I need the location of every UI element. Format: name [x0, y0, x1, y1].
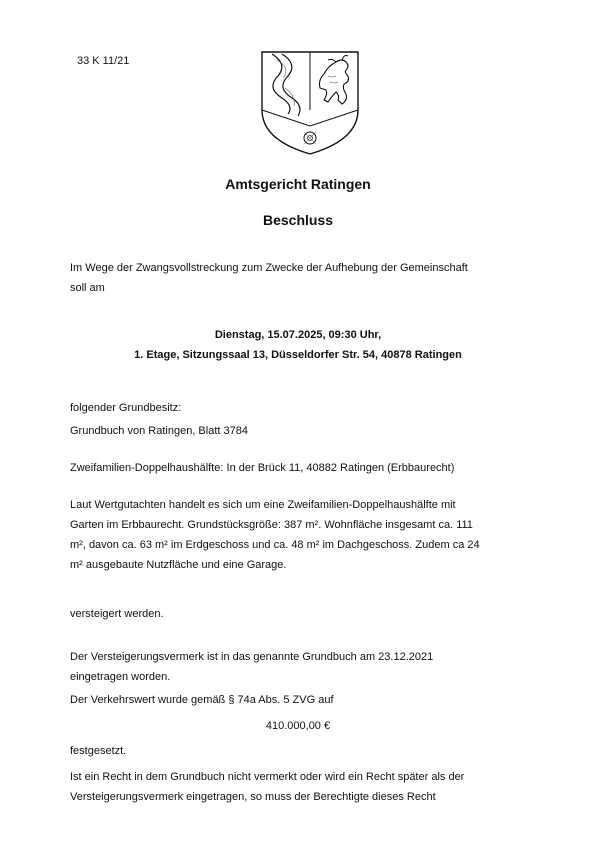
auction-text: versteigert werden. [70, 608, 164, 620]
description-line: m², davon ca. 63 m² im Erdgeschoss und ca. 48 m² im Dachgeschoss. Zudem ca 24 [70, 539, 480, 551]
notice-line-1: Ist ein Recht in dem Grundbuch nicht vermerkt oder wird ein Recht später als der [70, 771, 465, 783]
intro-line-1: Im Wege der Zwangsvollstreckung zum Zwecke der Aufhebung der Gemeinschaft [70, 262, 468, 274]
valuation-amount: 410.000,00 € [265, 720, 331, 732]
description-line: Garten im Erbbaurecht. Grundstücksgröße: 387 m². Wohnfläche insgesamt ca. 111 [70, 519, 473, 531]
registration-paragraph [70, 647, 530, 687]
court-name: Amtsgericht Ratingen [225, 176, 371, 192]
case-number: 33 K 11/21 [77, 55, 130, 67]
registration-line-1: Der Versteigerungsvermerk ist in das genannte Grundbuch am 23.12.2021 [70, 651, 434, 663]
valuation-intro: Der Verkehrswert wurde gemäß § 74a Abs. 5 ZVG auf [70, 694, 334, 706]
intro-line-2: soll am [70, 282, 105, 294]
valuation-closing: festgesetzt. [70, 745, 127, 757]
document-title: Beschluss [262, 212, 334, 228]
coat-of-arms-icon [258, 48, 362, 158]
notice-paragraph [70, 767, 530, 807]
property-object: Zweifamilien-Doppelhaushälfte: In der Brück 11, 40882 Ratingen (Erbbaurecht) [70, 462, 455, 474]
registration-line-2: eingetragen worden. [70, 671, 171, 683]
intro-paragraph [70, 258, 530, 298]
description-line: m² ausgebaute Nutzfläche und eine Garage. [70, 559, 287, 571]
property-label: folgender Grundbesitz: [70, 402, 182, 414]
description-paragraph [70, 495, 530, 575]
property-register: Grundbuch von Ratingen, Blatt 3784 [70, 425, 248, 437]
notice-line-2: Versteigerungsvermerk eingetragen, so muss der Berechtigte dieses Recht [70, 791, 436, 803]
appointment-date: Dienstag, 15.07.2025, 09:30 Uhr, [214, 329, 382, 341]
description-line: Laut Wertgutachten handelt es sich um eine Zweifamilien-Doppelhaushälfte mit [70, 499, 456, 511]
appointment-location: 1. Etage, Sitzungssaal 13, Düsseldorfer Str. 54, 40878 Ratingen [134, 349, 462, 361]
